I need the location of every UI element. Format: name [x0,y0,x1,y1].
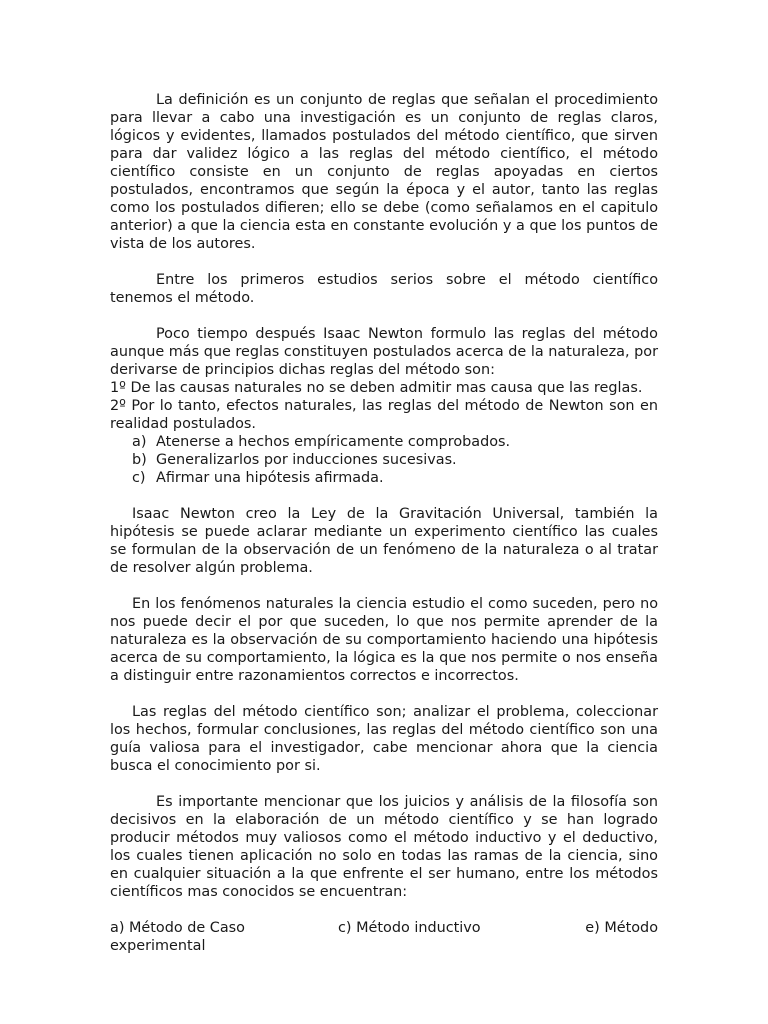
method-continuation: experimental [110,938,206,954]
methods-row [110,919,658,937]
paragraph-definition: La definición es un conjunto de reglas que señalan el procedimiento para llevar a cabo una investigación es un conjunto de reglas claros, lógicos y evidentes, llamados postulados del método científico, que sirven para dar validez lógico a las reglas del método científico, el método científico consiste en un conjunto de reglas apoyadas en ciertos postulados, encontramos que según la época y el autor, tanto las reglas como los postulados difieren; ello se debe (como señalamos en el capitulo anterior) a que la ciencia esta en constante evolución y a que los puntos de vista de los autores. [110,92,658,252]
method-a: a) Método de Caso [110,920,245,936]
document-page [110,91,658,955]
list-marker: c) [132,470,146,486]
list-item [110,433,658,451]
paragraph-philosophy: Es importante mencionar que los juicios y análisis de la filosofía son decisivos en la elaboración de un método científico y se han logrado producir métodos muy valiosos como el método inductivo y el deductivo, los cuales tienen aplicación no solo en todas las ramas de la ciencia, sino en cualquier situación a la que enfrente el ser humano, entre los métodos científicos mas conocidos se encuentran: [110,794,658,900]
list-item [110,451,658,469]
list-item [110,469,658,487]
paragraph-newton-rules: Poco tiempo después Isaac Newton formulo las reglas del método aunque más que reglas constituyen postulados acerca de la naturaleza, por derivarse de principios dichas reglas del método son: [110,326,658,378]
method-rules-list [110,433,658,487]
method-e: e) Método [585,920,658,936]
paragraph-natural-phenomena: En los fenómenos naturales la ciencia estudio el como suceden, pero no nos puede decir el por que suceden, lo que nos permite aprender de la naturaleza es la observación de su comportamiento haciendo una hipótesis acerca de su comportamiento, la lógica es la que nos permite o nos enseña a distinguir entre razonamientos correctos e incorrectos. [110,596,658,684]
list-item-text: Generalizarlos por inducciones sucesivas. [156,452,457,468]
list-item-text: Afirmar una hipótesis afirmada. [156,470,384,486]
list-marker: b) [132,452,147,468]
paragraph-first-studies: Entre los primeros estudios serios sobre el método científico tenemos el método. [110,272,658,306]
method-c: c) Método inductivo [338,920,481,936]
paragraph-scientific-rules: Las reglas del método científico son; analizar el problema, coleccionar los hechos, formular conclusiones, las reglas del método científico son una guía valiosa para el investigador, cabe mencionar ahora que la ciencia busca el conocimiento por si. [110,704,658,774]
list-item-text: Atenerse a hechos empíricamente comprobados. [156,434,511,450]
rule-two: 2º Por lo tanto, efectos naturales, las reglas del método de Newton son en realidad postulados. [110,398,658,432]
rule-one: 1º De las causas naturales no se deben admitir mas causa que las reglas. [110,380,643,396]
paragraph-gravitation: Isaac Newton creo la Ley de la Gravitación Universal, también la hipótesis se puede aclarar mediante un experimento científico las cuales se formulan de la observación de un fenómeno de la naturaleza o al tratar de resolver algún problema. [110,506,658,576]
list-marker: a) [132,434,147,450]
